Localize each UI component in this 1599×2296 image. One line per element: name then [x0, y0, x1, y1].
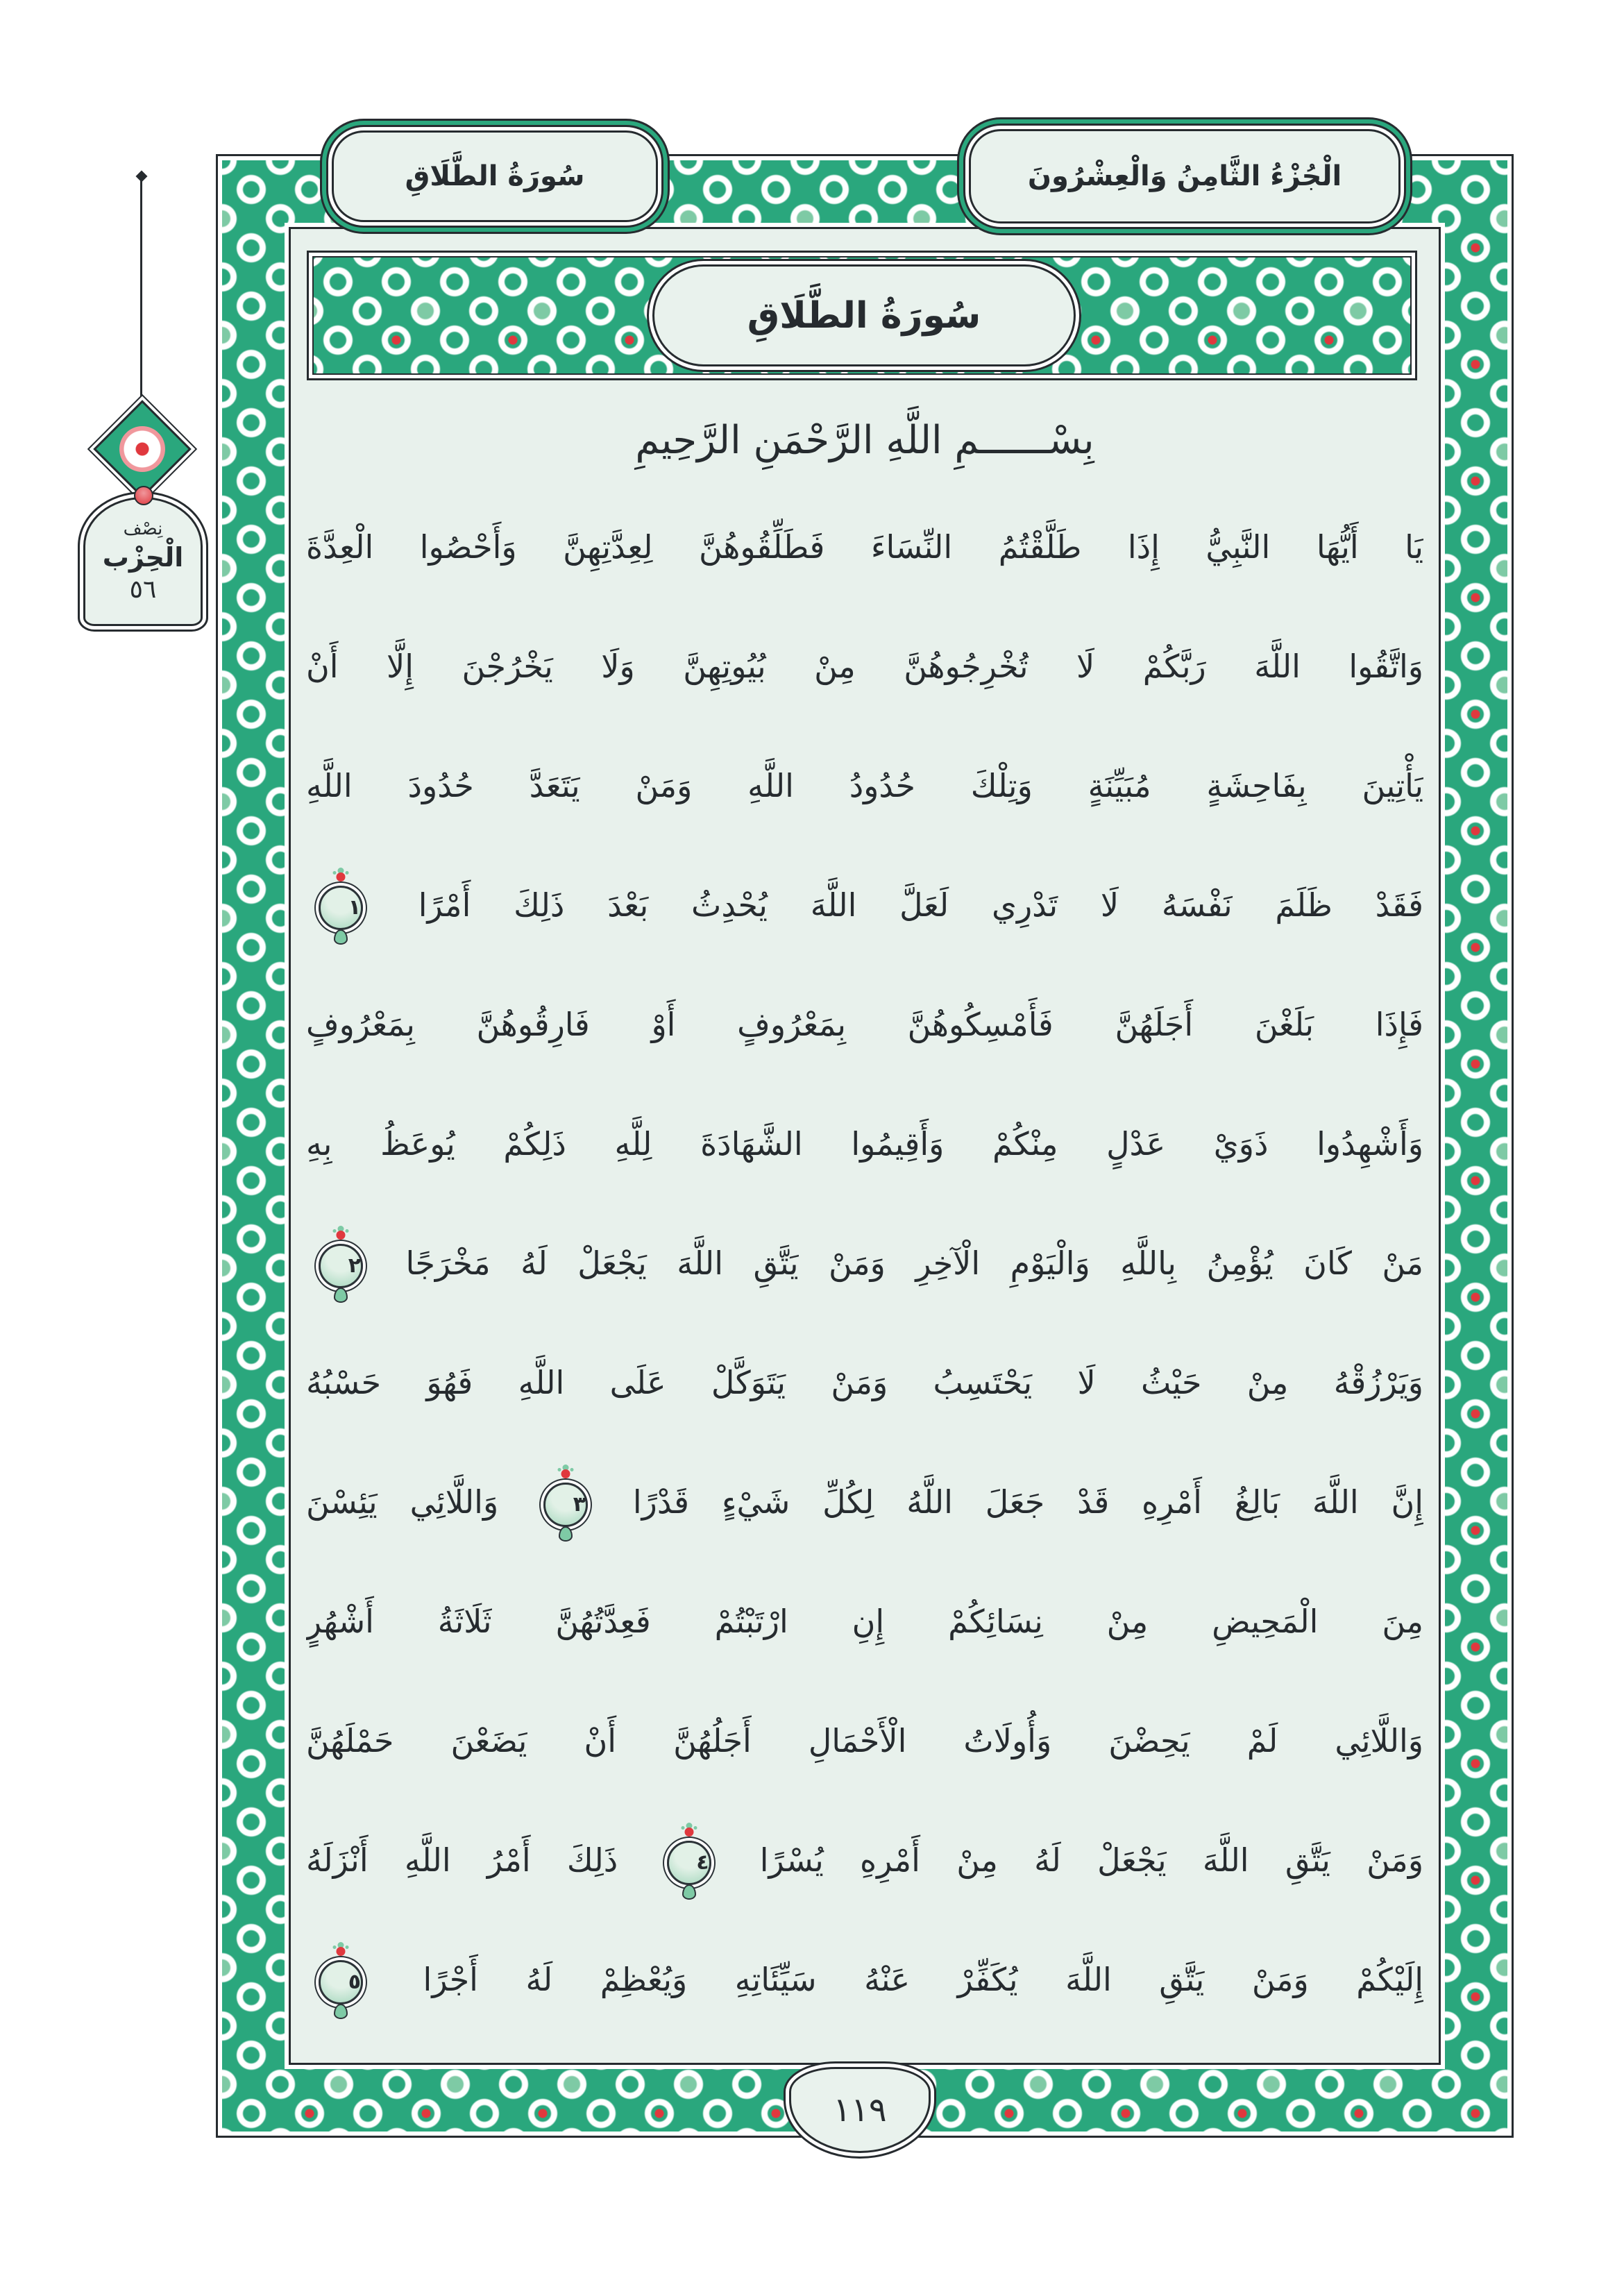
surah-title-banner	[307, 251, 1417, 380]
quran-line-4: فَقَدْ ظَلَمَ نَفْسَهُ لَا تَدْرِي لَعَلَّ اللَّهَ يُحْدِثُ بَعْدَ ذَلِكَ أَمْرًا ١	[306, 845, 1423, 965]
surah-header-label: سُورَةُ الطَّلَاقِ	[405, 160, 585, 192]
quran-line-10: مِنَ الْمَحِيضِ مِنْ نِسَائِكُمْ إِنِ ارْتَبْتُمْ فَعِدَّتُهُنَّ ثَلَاثَةُ أَشْهُرٍ	[306, 1603, 1423, 1640]
hizb-number: ٥٦	[129, 575, 157, 604]
surah-header-cartouche	[332, 130, 658, 222]
ayah-marker-1: ١	[319, 886, 363, 930]
quran-line-7: مَنْ كَانَ يُؤْمِنُ بِاللَّهِ وَالْيَوْمِ الْآخِرِ وَمَنْ يَتَّقِ اللَّهَ يَجْعَلْ لَهُ مَخْرَجًا ٢	[306, 1204, 1423, 1323]
quran-line-11: وَاللَّائِي لَمْ يَحِضْنَ وَأُولَاتُ الْأَحْمَالِ أَجَلُهُنَّ أَنْ يَضَعْنَ حَمْلَهُنَّ	[306, 1722, 1423, 1759]
ayah-marker-4: ٤	[667, 1841, 711, 1885]
page-number: ١١٩	[833, 2091, 887, 2129]
frame-ornament-band	[222, 160, 1507, 2132]
juz-header-cartouche	[969, 129, 1401, 223]
bismillah: بِسْــــــمِ اللَّهِ الرَّحْمَنِ الرَّحِيمِ	[635, 418, 1094, 463]
quran-line-1: يَا أَيُّهَا النَّبِيُّ إِذَا طَلَّقْتُمُ النِّسَاءَ فَطَلِّقُوهُنَّ لِعِدَّتِهِنَّ وَأَحْصُوا الْعِدَّةَ	[306, 528, 1423, 566]
juz-header-label: الْجُزْءُ الثَّامِنُ وَالْعِشْرُونَ	[1027, 160, 1342, 192]
hizb-bead-icon	[134, 486, 153, 505]
quran-line-2: وَاتَّقُوا اللَّهَ رَبَّكُمْ لَا تُخْرِجُوهُنَّ مِنْ بُيُوتِهِنَّ وَلَا يَخْرُجْنَ إِلَّا أَنْ	[306, 648, 1423, 685]
ayah-marker-3: ٣	[543, 1483, 588, 1527]
quran-line-5: فَإِذَا بَلَغْنَ أَجَلَهُنَّ فَأَمْسِكُوهُنَّ بِمَعْرُوفٍ أَوْ فَارِقُوهُنَّ بِمَعْرُوفٍ	[306, 1006, 1423, 1043]
ayah-marker-2: ٢	[319, 1244, 363, 1288]
quran-line-8: وَيَرْزُقْهُ مِنْ حَيْثُ لَا يَحْتَسِبُ وَمَنْ يَتَوَكَّلْ عَلَى اللَّهِ فَهُوَ حَسْبُهُ	[306, 1364, 1423, 1401]
page-content-area	[289, 227, 1441, 2065]
quran-line-6: وَأَشْهِدُوا ذَوَيْ عَدْلٍ مِنْكُمْ وَأَقِيمُوا الشَّهَادَةَ لِلَّهِ ذَلِكُمْ يُوعَظُ بِهِ	[306, 1125, 1423, 1163]
surah-title: سُورَةُ الطَّلَاقِ	[747, 294, 981, 337]
surah-title-cartouche	[652, 264, 1076, 366]
hizb-word-nisf: نِصْف	[123, 518, 163, 539]
quran-line-3: يَأْتِينَ بِفَاحِشَةٍ مُبَيِّنَةٍ وَتِلْكَ حُدُودُ اللَّهِ وَمَنْ يَتَعَدَّ حُدُودَ اللَّهِ	[306, 767, 1423, 804]
hizb-flower-ornament-icon	[93, 400, 191, 498]
hizb-marker	[83, 497, 203, 626]
hizb-word-hizb: الْحِزْب	[102, 542, 184, 573]
ayah-marker-5: ٥	[319, 1960, 363, 2004]
quran-line-13: إِلَيْكُمْ وَمَنْ يَتَّقِ اللَّهَ يُكَفِّرْ عَنْهُ سَيِّئَاتِهِ وَيُعْظِمْ لَهُ أَجْرًا ٥	[306, 1920, 1423, 2039]
quran-line-9: إِنَّ اللَّهَ بَالِغُ أَمْرِهِ قَدْ جَعَلَ اللَّهُ لِكُلِّ شَيْءٍ قَدْرًا ٣ وَاللَّائِي يَئِسْنَ	[306, 1442, 1423, 1562]
quran-line-12: وَمَنْ يَتَّقِ اللَّهَ يَجْعَلْ لَهُ مِنْ أَمْرِهِ يُسْرًا ٤ ذَلِكَ أَمْرُ اللَّهِ أَنْزَلَهُ	[306, 1800, 1423, 1920]
page-number-cartouche	[789, 2067, 931, 2153]
quran-text-block	[306, 487, 1423, 2039]
page-frame	[216, 154, 1514, 2138]
